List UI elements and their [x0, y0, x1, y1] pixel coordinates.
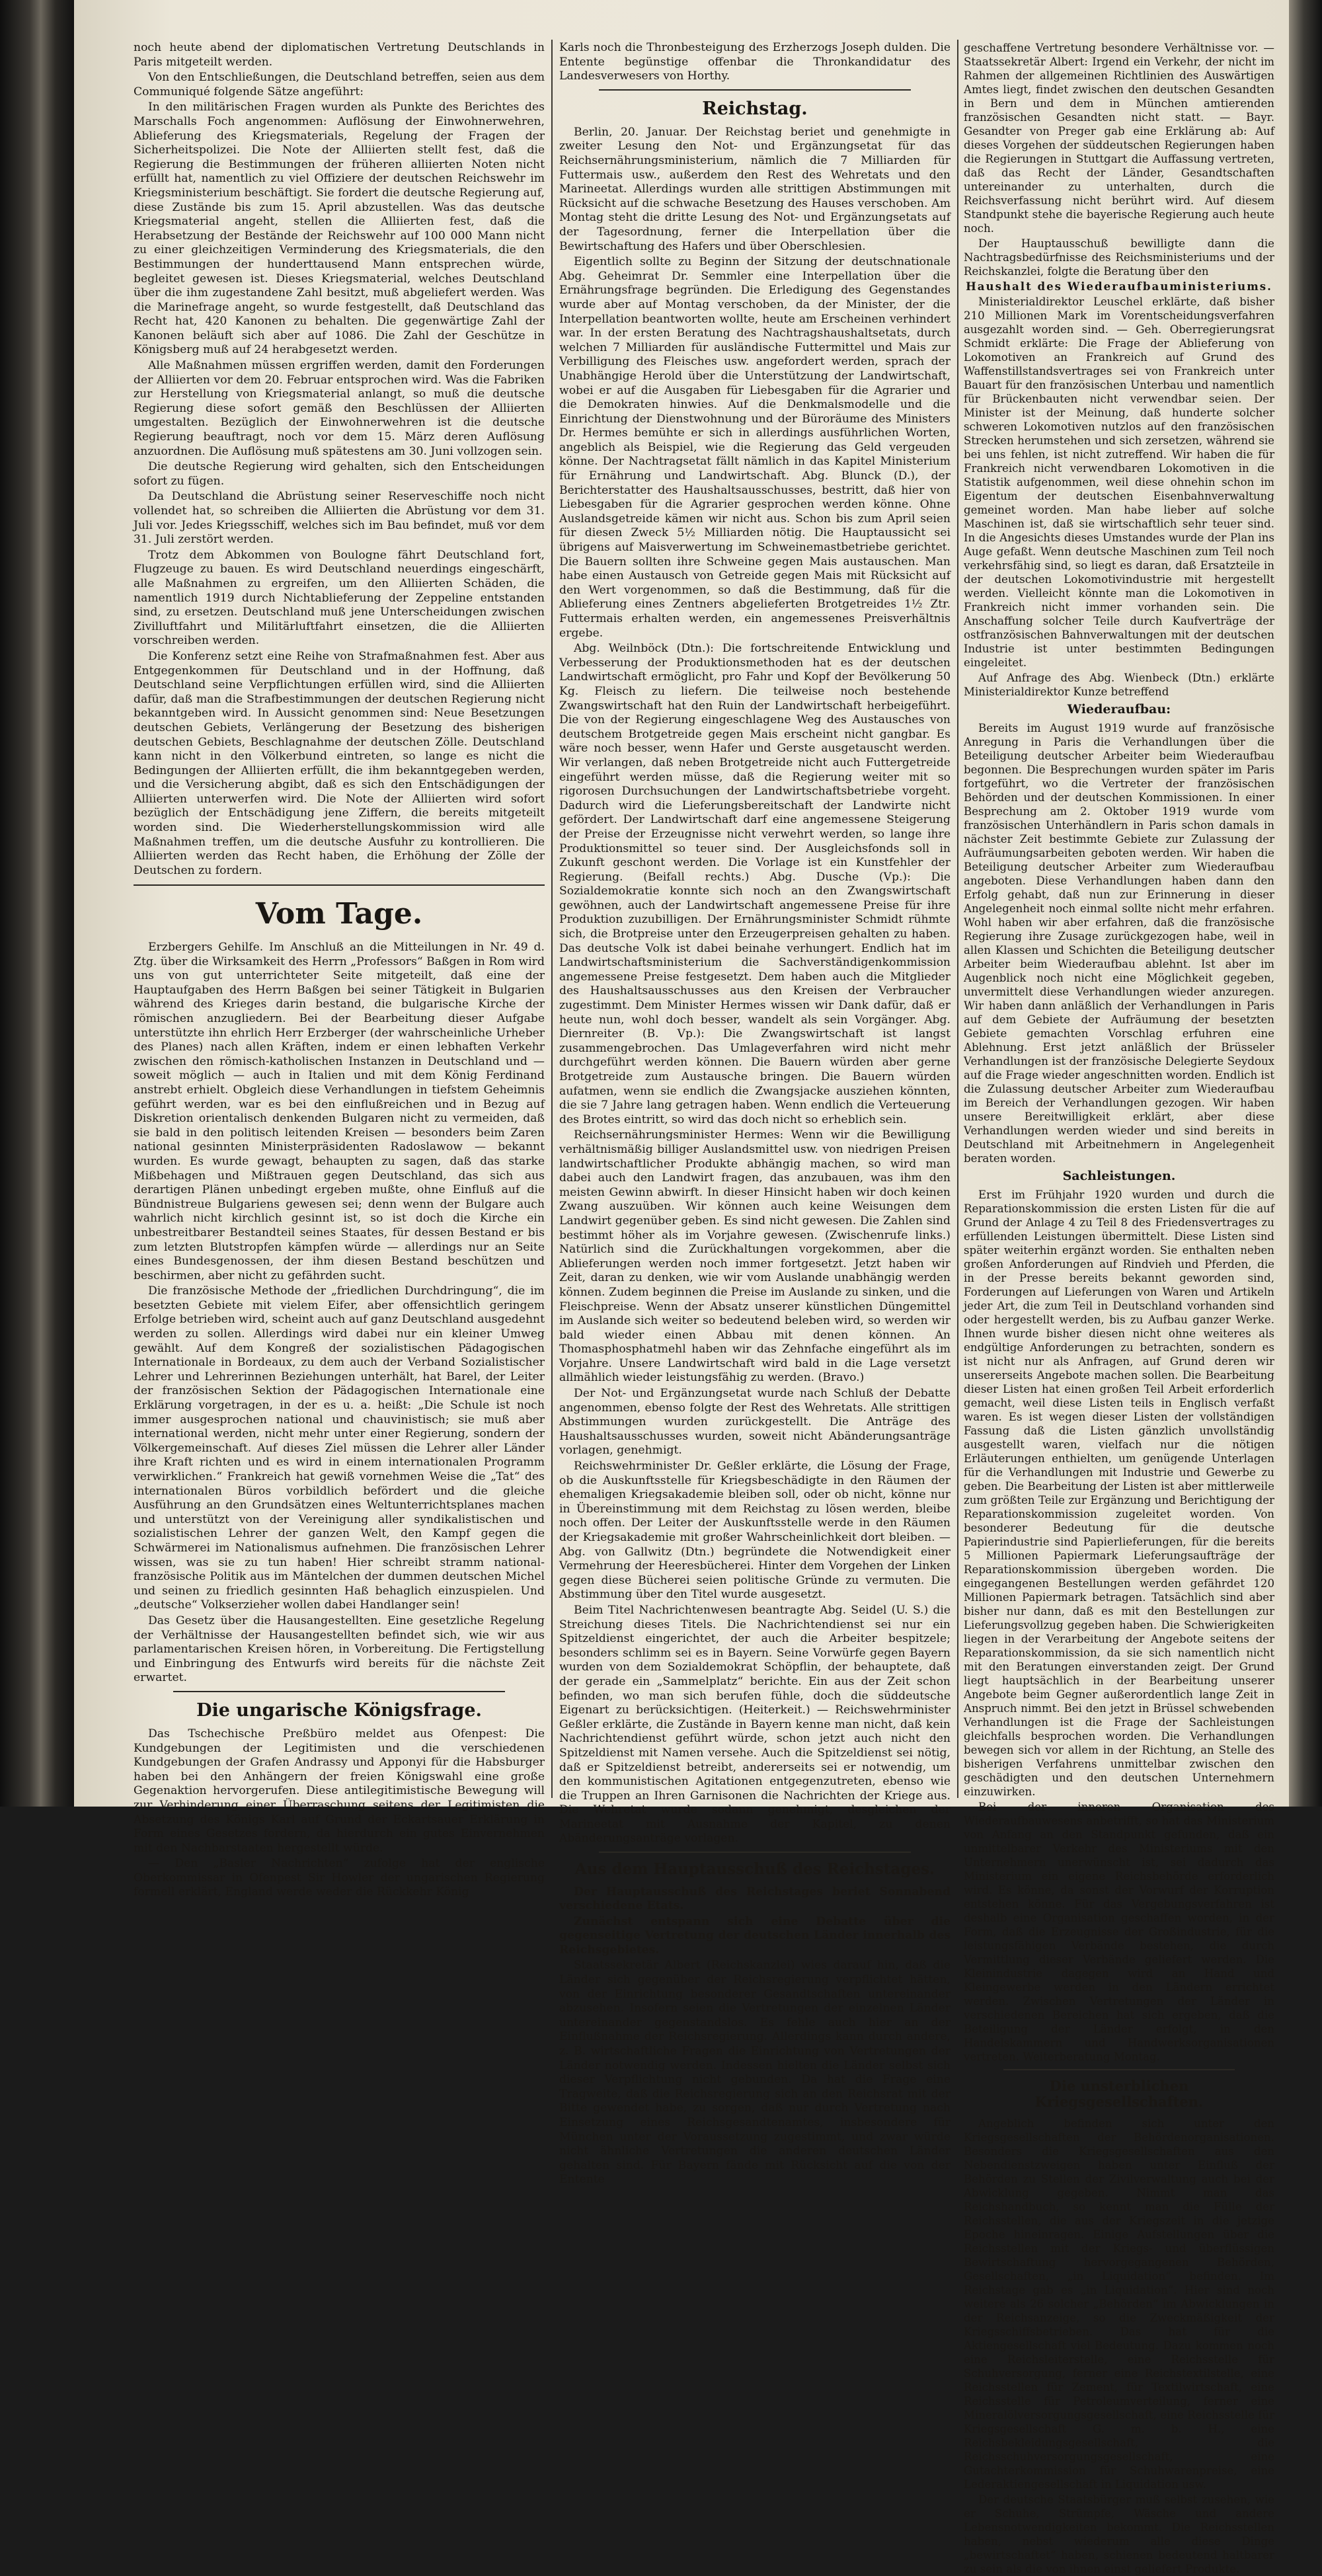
divider [1003, 2069, 1235, 2070]
subheading: Wiederaufbau: [1067, 702, 1171, 717]
paragraph: Das Tschechische Preßbüro meldet aus Ofenpest: Die Kundgebungen der Legitimisten und die verschiedenen Kundgebungen der Grafen Andrassy und Apponyi für die Habsburger haben bei den Anhängern der freien Königswahl eine große Gegenaktion hervorgerufen. Diese antilegitimistische Bewegung will zur Verhinderung einer Überraschung seitens der Legitimisten die Absetzung des Königs Karl auf Grund der Eckartsauer Erklärung in Form eines Gesetzes fordern, da hierdurch ein gutes Einvernehmen mit den Nachbarstaaten hergestellt würde. [134, 1727, 545, 1855]
paragraph: Staatssekretär Albert (Reichskanzlei) wies darauf hin, daß die Länder sich gegenüber der Reichsregierung verpflichtet hätten, von der Einrichtung besonderer Gesandtschaften untereinander abzusehen. Insofern seien die Vertretungen der einzelnen Länder untereinander gegenstandslos. Es fehle auch hier an der Einflußnahme der Reichsregierung. Allerdings kann durch andere, z. B. wirtschaftliche Fragen die Einrichtung von Vertretungen der Länder notwendig werden. Indessen hielten die Länder selbst sich dieser Verpflichtung nicht gebunden. Da hat die Frage eine Tragweite, daß die Reichsregierung sich an den Reichsrat mit der Bitte gewendet habe, zu sorgen, daß nur durch Vertretung nach Einsetzung eines Reichsgesandtenamtes, insbesondere für München unter der Voraussetzung zugestimmt, und zwar würde nicht ähnliche Vertretungen die anderen deutschen Länder gehalten sind. Für Bayern fände mit Rücksicht auf die von der Entente [559, 1959, 951, 2187]
paragraph: Der Hauptausschuß des Reichstages beriet Sonnabend verschiedene Etats. [559, 1885, 951, 1913]
page-edge [1289, 0, 1322, 1807]
paragraph: Zunächst entspann sich eine Debatte über die gegenseitige Vertretung der deutschen Länder innerhalb des Reichsgebietes. [559, 1914, 951, 1957]
paragraph: Ministerialdirektor Leuschel erklärte, daß bisher 210 Millionen Mark im Vorentscheidungsverfahren ausgezahlt worden sind. — Geh. Oberregierungsrat Schmidt erklärte: Die Frage der Ablieferung von Lokomotiven an Frankreich auf Grund des Waffenstillstandsvertrages sei von Frankreich unter Bauart für den französischen Unterbau und namentlich für Brückenbauten nicht verwendbar seien. Der Minister ist der Meinung, daß hunderte solcher schweren Lokomotiven nutzlos auf den französischen Strecken herumstehen und sich zersetzen, während sie bei uns fehlen, ist nicht zutreffend. Wir haben die für Frankreich nicht verwendbaren Lokomotiven in die Statistik aufgenommen, weil diese ohnehin schon im Eigentum der deutschen Eisenbahnverwaltung gemeinet worden. Man habe lieber auf solche Maschinen ist, daß sie wirtschaftlich sehr teuer sind. In die Angesichts dieses Umstandes wurde der Plan ins Auge gefaßt. Wenn deutsche Maschinen zum Teil noch verkehrsfähig sind, so liegt es daran, daß Ersatzteile in der deutschen Lokomotivindustrie mit hergestellt werden. Vielleicht könnte man die Lokomotiven in Frankreich nicht immer vorhanden sein. Die Anschaffung solcher Teile durch Kaufverträge der ostfranzösischen Bahnverwaltungen mit der deutschen Industrie ist unter bestimmten Bedingungen eingeleitet. [964, 295, 1274, 669]
divider [134, 884, 545, 886]
paragraph: Alle Maßnahmen müssen ergriffen werden, damit den Forderungen der Alliierten vor dem 20. Februar entsprochen wird. Was die Fabriken zur Herstellung von Kriegsmaterial anlangt, so muß die deutsche Regierung diese sofort gemäß den Beschlüssen der Alliierten umgestalten. Bezüglich der Einwohnerwehren ist die deutsche Regierung beauftragt, noch vor dem 15. März deren Auflösung anzuordnen. Die Auflösung muß spätestens am 30. Juni vollzogen sein. [134, 359, 545, 458]
paragraph: geschaffene Vertretung besondere Verhältnisse vor. — Staatssekretär Albert: Irgend ein Verkehr, der nicht im Rahmen der allgemeinen Richtlinien des Auswärtigen Amtes liegt, findet zwischen den deutschen Gesandten in Bern und dem in München amtierenden französischen Gesandten nicht statt. — Bayr. Gesandter von Preger gab eine Erklärung ab: Auf dieses Vorgehen der süddeutschen Regierungen haben die Regierungen in Stuttgart die Auffassung vertreten, daß das Recht der Länder, Gesandtschaften untereinander zu unterhalten, durch die Reichsverfassung nicht berührt wird. Auf diesem Standpunkt stehe die bayerische Regierung auch heute noch. [964, 42, 1274, 235]
paragraph: Berlin, 20. Januar. Der Reichstag beriet und genehmigte in zweiter Lesung den Not- und Ergänzungsetat für das Reichsernährungsministerium, nämlich die 7 Milliarden für Futtermais usw., außerdem den Rest des Wehretats und den Marineetat. Allerdings wurden alle strittigen Abstimmungen mit Rücksicht auf die schwache Besetzung des Hauses verschoben. Am Montag steht die dritte Lesung des Not- und Ergänzungsetats auf der Tagesordnung, ferner die Interpellation über die Bewirtschaftung des Hafers und über Oberschlesien. [559, 125, 951, 253]
book-binding [0, 0, 74, 1807]
paragraph: Reichsernährungsminister Hermes: Wenn wir die Bewilligung verhältnismäßig billiger Auslandsmittel usw. von niedrigen Preisen landwirtschaftlicher Produkte abhängig machen, so wird man dabei auch den Landwirt fragen, das anzubauen, was ihm den meisten Gewinn abwirft. In dieser Hinsicht haben wir doch keinen Zwang auszuüben. Wir können auch keine Weisungen dem Landwirt gegenüber geben. Es sind nicht gewesen. Die Zahlen sind bestimmt höher als im Vorjahre gewesen. (Zwischenrufe links.) Natürlich sind die Zurückhaltungen vorgekommen, aber die Ablieferungen werden noch immer fortgesetzt. Jetzt haben wir Zeit, daran zu denken, wie wir vom Auslande unabhängig werden können. Zudem beginnen die Preise im Auslande zu sinken, und die Fleischpreise. Wenn der Absatz unserer künstlichen Düngemittel im Auslande sich weiter so bedeutend beleben wird, so werden wir bald wieder einen Abbau mit denen können. An Thomasphosphatmehl haben wir das Zehnfache eingeführt als im Vorjahre. Unsere Landwirtschaft wird bald in die Lage versetzt allmählich wieder leistungsfähig zu werden. (Bravo.) [559, 1128, 951, 1385]
paragraph: Von den Entschließungen, die Deutschland betreffen, seien aus dem Communiqué folgende Sätze angeführt: [134, 71, 545, 98]
divider [173, 1691, 505, 1692]
paragraph: Angeblich befinden sich unter den Kriegsgesellschaften der Behördenorganisationen. Besonders die Kriegsgesellschaften aus den Nebendienstzweigen haben unter Einfluß der Behörden zu Stellen der Zivilverwaltung auch bei der Abwicklung gegeben. Nimmt man das Reichshandbuch, so kennt man die Fülle der Reichsstellen, die aus der Kriegszeit in die jetzige Epoche hineinragen. Einige Aufstellungen über die Reichsstellen mit der Kriegs- und überflüssigen Bewirtschaftung hervorgegangenen Behörden, Gesellschaften, „in Liquidation“ befinden. Im Reichstage gab es „in Liquidation“. Hier sind noch weitere als 26 solcher „Behörden“ im Abwicklungen in der Reichsanzeige, so die Zweckmäßigkeit der Kriegsschiffsbetrieben. Das hat für die Aktiengesellschaft viel Bedeutung. Dazu kommen noch eine Reichsleiterstelle, eine Reichsstelle für Schuhversorgung, ferner eine Reichstextilstelle, eine Reichsstellen für Zement, für Textilwirtschaft, eine Reichsstelle für Petroleumverteilung, ferner eine Mineralölversorgungsgesellschaft, eine Reichsstelle für Kriegsgesellschaft G. m. b. H., eine Reichsbekleidungsgesellschaft, die Reichsschuhversorgungsgesellschaft, eine Gutachterkommission für Schuhwarenpreise, eine Lederaktiengesellschaft in Liquidation usw. [964, 2117, 1274, 2491]
paragraph: Der deutsche Staatsbürger muß selbst zusehen, wie er Schuhe, Strümpfe, Wäsche und andere Lebensnotwendigkeiten bekommt. Die Reichsstellen haben, nebst wiederum alle diese Dinge „bewirtschaftet“ haben, schienen bedeutend haltbarer zu sein als die von ihnen einst geliefert Produkte. [964, 2493, 1274, 2575]
column-3 [964, 41, 1274, 2575]
paragraph: Das Gesetz über die Hausangestellten. Eine gesetzliche Regelung der Verhältnisse der Hausangestellten befindet sich, wie wir aus parlamentarischen Kreisen hören, in Vorbereitung. Die Fertigstellung und Einbringung des Entwurfs wird bereits für die nächste Zeit erwartet. [134, 1614, 545, 1685]
subheading: Haushalt des Wiederaufbauministeriums. [966, 280, 1272, 293]
paragraph: Der Not- und Ergänzungsetat wurde nach Schluß der Debatte angenommen, ebenso folgte der Rest des Wehretats. Alle strittigen Abstimmungen wurden zurückgestellt. Die Anträge des Haushaltsausschusses wurden, soweit nicht Abänderungsanträge vorlagen, genehmigt. [559, 1387, 951, 1458]
paragraph: Der Hauptausschuß bewilligte dann die Nachtragsbedürfnisse des Reichsministeriums und der Reichskanzlei, folgte die Beratung über den [964, 237, 1274, 278]
paragraph: Da Deutschland die Abrüstung seiner Reserveschiffe noch nicht vollendet hat, so schreiben die Alliierten die Abrüstung vor dem 31. Juli vor. Jedes Kriegsschiff, welches sich im Bau befindet, muß vor dem 31. Juli zerstört werden. [134, 490, 545, 547]
column-rule [957, 40, 958, 1798]
paragraph: Auf Anfrage des Abg. Wienbeck (Dtn.) erklärte Ministerialdirektor Kunze betreffend [964, 672, 1274, 698]
paragraph: noch heute abend der diplomatischen Vertretung Deutschlands in Paris mitgeteilt werden. [134, 41, 545, 69]
paragraph: Beim Titel Nachrichtenwesen beantragte Abg. Seidel (U. S.) die Streichung dieses Titels. Die Nachrichtendienst sei nur ein Spitzeldienst eingerichtet, der auch die Arbeiter bespitzele; besonders schlimm sei es in Bayern. Seine Vorwürfe gegen Bayern wurden von dem Sozialdemokrat Schöpflin, der behauptete, daß der gerade ein „Sammelplatz“ berichte. Ein aus der Zeit schon befinden, wo man sich berufen fühle, doch die süddeutsche Eigenart zu berücksichtigen. (Heiterkeit.) — Reichswehrminister Geßler erklärte, die Zustände in Bayern kenne man nicht, daß kein Nachrichtendienst geführt würde, schon jetzt auch nicht den Spitzeldienst mit Namen versehe. Auch die Spitzeldienst sei nötig, daß er Spitzeldienst betreibt, andererseits sei er notwendig, um den kommunistischen Agitationen entgegenzutreten, ebenso wie die Truppen an Ihren Garnisonen die Nachrichten der Kriege aus. Die Wehretat wurde sodann genehmigt, desgleichen der Marineetat mit Ausnahme der Kapitel, zu denen Abänderungsanträge vorlagen. [559, 1603, 951, 1846]
paragraph: Abg. Weilnböck (Dtn.): Die fortschreitende Entwicklung und Verbesserung der Produktionsmethoden hat es der deutschen Landwirtschaft ermöglicht, pro Fahr und Kopf der Bevölkerung 50 Kg. Fleisch zu liefern. Die teilweise noch bestehende Zwangswirtschaft hat den Ruin der Landwirtschaft herbeigeführt. Die von der Regierung eingeschlagene Weg des Austausches von deutschem Brotgetreide gegen Mais erscheint nicht gangbar. Es wäre noch besser, wenn Hafer und Gerste ausgetauscht werden. Wir verlangen, daß neben Brotgetreide nicht auch Futtergetreide eingeführt werden müsse, daß die Regierung weiter mit so rigorosen Durchsuchungen der Landwirtschaftsbetriebe vorgeht. Dadurch wird die Lieferungsbereitschaft der Landwirte nicht gefördert. Der Landwirtschaft darf eine angemessene Steigerung der Preise der Erzeugnisse nicht verwehrt werden, so lange ihre Produktionsmittel so teuer sind. Der Ausgleichsfonds soll in Zukunft geschont werden. Die Vorlage ist ein Kunstfehler der Regierung. (Beifall rechts.) Abg. Dusche (Vp.): Die Sozialdemokratie konnte sich noch an den Zwangswirtschaft gewöhnen, auch der Landwirtschaft angemessene Preise für ihre Produktion zuzubilligen. Der Ernährungsminister Schmidt rühmte sich, die Brotpreise unter den Erzeugerpreisen gehalten zu haben. Das deutsche Volk ist dabei beinahe verhungert. Endlich hat im Landwirtschaftsministerium die Sachverständigenkommission angemessene Preise festgesetzt. Dem haben auch die Mitglieder des Haushaltsausschusses aus den Kreisen der Verbraucher zugestimmt. Dem Minister Hermes wissen wir Dank dafür, daß er heute nun, wohl doch besser, wandelt als sein Vorgänger. Abg. Diernreiter (B. Vp.): Die Zwangswirtschaft ist langst zusammengebrochen. Das Umlageverfahren wird nicht mehr durchgeführt werden können. Die Bauern würden aber gerne Brotgetreide zum Austausche bringen. Die Bauern würden aufatmen, wenn sie endlich die Zwangsjacke ausziehen könnten, die sie 7 Jahre lang getragen haben. Wenn endlich die Verteuerung des Brotes eintritt, so wird das doch nicht so erheblich sein. [559, 642, 951, 1126]
divider [599, 1852, 911, 1853]
paragraph: Eigentlich sollte zu Beginn der Sitzung der deutschnationale Abg. Geheimrat Dr. Semmler eine Interpellation über die Ernährungsfrage begründen. Die Erledigung des Gegenstandes wurde aber auf Montag verschoben, da der Minister, der die Interpellation beantworten wollte, heute am Erscheinen verhindert war. In der ersten Beratung des Nachtragshaushaltsetats, durch welchen 7 Milliarden für ausländische Futtermittel und Mais zur Verbilligung des Fleisches usw. angefordert werden, sprach der Unabhängige Herold über die Unterstützung der Landwirtschaft, wobei er auf die Ausgaben für Liebesgaben für die Agrarier und die Demokraten hinwies. Auf die Denkmalsmodelle und die Einrichtung der Dienstwohnung und der Büroräume des Ministers Dr. Hermes bemühte er sich in allerdings ausführlichen Worten, angeblich als Beispiel, wie die Regierung das Geld vergeuden könne. Der Nachtragsetat fällt nämlich in das Kapitel Ministerium für Ernährung und Landwirtschaft. Abg. Blunck (D.), der Berichterstatter des Haushaltsausschusses, bestritt, daß hier von Liebesgaben für die Agrarier gesprochen werden könne. Ohne Auslandsgetreide kämen wir nicht aus. Schon bis zum April seien für diesen Zweck 5½ Milliarden nötig. Die Hauptaussicht sei übrigens auf Maisverwertung im Schweinemastbetriebe gerichtet. Die Bauern sollten ihre Schweine gegen Mais austauschen. Man habe einen Austausch von Getreide gegen Mais mit Rücksicht auf den Wert vorgenommen, so daß die Bestimmung, daß für die Ablieferung eines Zentners abgelieferten Brotgetreides 1½ Ztr. Futtermais erhalten werden, ein angemessenes Preisverhältnis ergebe. [559, 255, 951, 640]
subheading: Sachleistungen. [1062, 1168, 1176, 1183]
paragraph: Reichswehrminister Dr. Geßler erklärte, die Lösung der Frage, ob die Auskunftsstelle für Kriegsbeschädigte in den Räumen der ehemaligen Kriegsakademie bleiben soll, oder ob nicht, könne nur in Übereinstimmung mit dem Reichstag zu lösen werden, bleibe noch offen. Der Leiter der Auskunftsstelle werde in den Räumen der Kriegsakademie mit großer Wahrscheinlichkeit dort bleiben. — Abg. von Gallwitz (Dtn.) begründete die Notwendigkeit einer Vermehrung der Heeresbücherei. Hinter dem Vorgehen der Linken gegen diese Bücherei seien politische Gründe zu vermuten. Die Abstimmung über den Titel wurde ausgesetzt. [559, 1460, 951, 1602]
paragraph: Bei der inneren Organisation des Wiederaufbauwesens anbetrifft, so hat das Ministerium von Anfang an den Standpunkt gefunden, daß ein unmittelbarer Verkehr des Ministeriums mit den Unternehmern unerwünscht ist, sei dadurch das Ministerium ein eigene Reichsbehörde erforderlich wird. Es könne, da sonst der Vorwurf der Korruption entstehen könne. Für das Vergebungsverfahren ist deshalb eine Organisation geschaffen worden, in der Form, daß die Erzeugnisse der Großindustrie, für die leistungsfähigen Verbände bestehen, die durch Vermittlung dieser Verbände geliefert werden. Die Kleinindustrie dagegen wird an Hand und Kleingewerbe werden in den Ländern errichtet werden. Zwischen Vertretungen der Länder in verschiedenen Bereichen hat sich ergeben, daß die Beteiligung der Länder erfolgt, in den Handelskammern und Handwerksorganisationen vertreten. Weiterberatung Montag. [964, 1800, 1274, 2063]
paragraph: Erst im Frühjahr 1920 wurden und durch die Reparationskommission die ersten Listen für die auf Grund der Anlage 4 zu Teil 8 des Friedensvertrages zu erfüllenden Leistungen übermittelt. Diese Listen sind später weiterhin ergänzt worden. Sie enthalten neben großen Anforderungen auf Rindvieh und Pferden, die in der Presse bereits bekannt geworden sind, Forderungen auf Lieferungen von Waren und Artikeln jeder Art, die zum Teil in Deutschland vorhanden sind oder hergestellt werden, bis zu Aufbau ganzer Werke. Ihnen wurde bisher diesen nicht ohne weiteres als endgültige Anforderungen zu betrachten, sondern es ist nicht nur als Anfragen, auf Grund deren wir unsererseits Angebote machen sollen. Die Bearbeitung dieser Listen hat einen großen Teil Arbeit erforderlich gemacht, weil diese Listen teils in Englisch verfaßt waren. Es ist wegen dieser Listen der vollständigen Fassung daß die Listen gänzlich unvollständig ausgestellt waren, vielfach nur die nötigen Erläuterungen enthielten, um genügende Unterlagen für die Verhandlungen mit Industrie und Gewerbe zu geben. Die Bearbeitung der Listen ist aber mittlerweile zum größten Teile zur Ergänzung und Berichtigung der Reparationskommission zugeleitet worden. Von besonderer Bedeutung für die deutsche Papierindustrie sind Papierlieferungen, für die bereits 5 Millionen Papiermark Lieferungsaufträge der Reparationskommission übergeben worden. Die eingegangenen Bestellungen werden gefährdet 120 Millionen Papiermark betragen. Tatsächlich sind aber bisher nur dann, daß es mit den Bestellungen zur Lieferungsvollzug gegeben haben. Die Schwierigkeiten liegen in der Verarbeitung der Angebote seitens der Reparationskommission, da sie sich namentlich nicht mit den Beratungen einverstanden zeigt. Der Grund liegt hauptsächlich in der Bearbeitung unserer Angebote beim Gegner außerordentlich lange Zeit in Anspruch nimmt. Bei den jetzt in Brüssel schwebenden Verhandlungen ist die Frage der Sachleistungen gleichfalls besprochen worden. Die Verhandlungen bewegen sich vor allem in der Richtung, an Stelle des bisherigen Verfahrens unmittelbar zwischen den geschädigten und den deutschen Unternehmern einzuwirken. [964, 1188, 1274, 1798]
column-1 [134, 41, 545, 1899]
section-heading: Vom Tage. [255, 897, 423, 931]
section-heading: Reichstag. [702, 98, 808, 119]
paragraph: Die deutsche Regierung wird gehalten, sich den Entscheidungen sofort zu fügen. [134, 460, 545, 488]
paragraph: In den militärischen Fragen wurden als Punkte des Berichtes des Marschalls Foch angenommen: Auflösung der Einwohnerwehren, Ablieferung des Kriegsmaterials, Regelung der Fragen der Sicherheitspolizei. Die Note der Alliierten stellt fest, daß die Regierung die Bestimmungen der früheren alliierten Noten nicht erfüllt hat, namentlich zu viel Offiziere der deutschen Reichswehr im Kriegsministerium beschäftigt. Sie fordert die deutsche Regierung auf, diese Zustände bis zum 15. April abzustellen. Was das deutsche Kriegsmaterial angeht, stellen die Alliierten fest, daß die Herabsetzung der Bestände der Reichswehr auf 100 000 Mann nicht zu einer gleichzeitigen Verminderung des Kriegsmaterials, die den Bestimmungen der hunderttausend Mann entsprechen würde, begleitet gewesen ist. Dieses Kriegsmaterial, welches Deutschland über die ihm zugestandene Zahl besitzt, muß abgeliefert werden. Was die Marinefrage angeht, so wurde festgestellt, daß Deutschland das Recht hat, 420 Kanonen zu behalten. Die gegenwärtige Zahl der Kanonen beläuft sich aber auf 1086. Die Zahl der Geschütze in Königsberg muß auf 24 herabgesetzt werden. [134, 100, 545, 357]
paragraph: Bereits im August 1919 wurde auf französische Anregung in Paris die Verhandlungen über die Beteiligung deutscher Arbeiter beim Wiederaufbau begonnen. Die Besprechungen wurden später im Paris fortgeführt, wo die Vertreter der französischen Behörden und der deutschen Kommissionen. In einer Besprechung am 2. Oktober 1919 wurde vom französischen Unterhändlern in Paris schon damals in nächster Zeit bestimmte Gebiete zur Zulassung der Aufräumungsarbeiten geboten werden. Wir haben die Beteiligung deutscher Arbeiter zum Wiederaufbau angeboten. Diese Verhandlungen haben dann den Erfolg gehabt, daß nun zur Erinnerung in dieser Angelegenheit noch einmal sollte nicht mehr erfahren. Wohl haben wir aber erfahren, daß die französische Regierung ihre Zusage zurückgezogen habe, weil in allen Klassen und Schichten die Beteiligung deutscher Arbeiter beim Wiederaufbau ablehnt. Ist aber im Augenblick noch nicht eine Möglichkeit gegeben, unvermittelt diese Verhandlungen wieder anzuregen. Wir haben dann anläßlich der Verhandlungen in Paris auf dem Gebiete der Aufräumung der besetzten Gebiete gemachten Vorschlag erfuhren eine Ablehnung. Erst jetzt anläßlich der Brüsseler Verhandlungen ist der französische Delegierte Seydoux auf die Frage wieder angeschnitten worden. Endlich ist die Zulassung deutscher Arbeiter zum Wiederaufbau im Bereich der Verhandlungen gezogen. Wir haben unsere Bereitwilligkeit erklärt, aber diese Verhandlungen werden wieder und sind bereits in Deutschland mit Arbeitnehmern in Angelegenheit beraten worden. [964, 721, 1274, 1165]
divider [599, 89, 911, 91]
section-heading: Aus dem Hauptausschuß des Reichstages. [574, 1860, 935, 1879]
section-heading: Die unsterblichen Kriegsgesellschaften. [1034, 2077, 1204, 2110]
paragraph: Die französische Methode der „friedlichen Durchdringung“, die im besetzten Gebiete mit vielem Eifer, aber offensichtlich geringem Erfolge betrieben wird, scheint auch auf ganz Deutschland ausgedehnt werden zu sollen. Allerdings wird dabei nur ein kleiner Umweg gewählt. Auf dem Kongreß der sozialistischen Pädagogischen Internationale in Bordeaux, zu dem auch der Verband Sozialistischer Lehrer und Lehrerinnen Beziehungen unterhält, hat Barel, der Leiter der französischen Sektion der Pädagogischen Internationale eine Erklärung vorgetragen, in der es u. a. heißt: „Die Schule ist noch immer ausgesprochen national und chauvinistisch; sie muß aber international werden, nicht mehr unter einer Regierung, sondern der Völkergemeinschaft. Auf dieses Ziel müssen die Lehrer aller Länder ihre Kraft richten und es wird in einem internationalen Programm verwirklichen.“ Frankreich hat gewiß vornehmen Weise die „Tat“ des internationalen Büros vorbildlich befördert und die gleiche Ausführung an den Grundsätzen eines Weltunterrichtsplanes machen und unterstützt von der Vereinigung aller syndikalistischen und sozialistischen Lehrer der ganzen Welt, den Kampf gegen die Schwärmerei im Nationalismus aufnehmen. Die französischen Lehrer wissen, was sie zu tun haben! Hier schreibt stramm national-französische Politik aus im Mäntelchen der dummen deutschen Michel und seinen zu friedlich gesinnten Haß behaglich einzuspielen. Und „deutsche“ Volkserzieher wollen dabei Handlanger sein! [134, 1284, 545, 1612]
paragraph: Erzbergers Gehilfe. Im Anschluß an die Mitteilungen in Nr. 49 d. Ztg. über die Wirksamkeit des Herrn „Professors“ Baßgen in Rom wird uns von gut unterrichteter Seite mitgeteilt, daß eine der Hauptaufgaben des Herrn Baßgen bei seiner Tätigkeit in Bulgarien während des Krieges darin bestand, die bulgarische Kirche der römischen anzugliedern. Bei der Bearbeitung dieser Aufgabe unterstützte ihn ehrlich Herr Erzberger (der wahrscheinliche Urheber des Planes) nach allen Kräften, indem er einen lebhaften Verkehr zwischen den römisch-katholischen Instanzen in Deutschland und — soweit möglich — auch in Italien und mit dem König Ferdinand anstrebt erhielt. Obgleich diese Verhandlungen in tiefstem Geheimnis geführt werden, war es bei den einflußreichen und in Bezug auf Diskretion orientalisch denkenden Bulgaren nicht zu vermeiden, daß sie bald in den politisch leitenden Kreisen — besonders beim Zaren national gesinnten Ministerpräsidenten Radoslawow — bekannt wurden. Es wurde gewagt, behaupten zu sagen, daß das starke Mißbehagen und Mißtrauen gegen Deutschland, das sich aus derartigen Plänen unbedingt ergeben mußte, ohne Einfluß auf die Bündnistreue Bulgariens gewesen sei; denn wenn der Bulgare auch wahrlich nicht kirchlich gesinnt ist, so ist doch die Kirche ein unbestreitbarer Bestandteil seines Staates, für dessen Bestand er bis zum letzten Blutstropfen kämpfen würde — allerdings nur an Seite eines Bundesgenossen, der ihm diesen Bestand beschützen und beschirmen, aber nicht zu gefährden sucht. [134, 941, 545, 1282]
column-rule [551, 40, 553, 1798]
column-2 [559, 41, 951, 2187]
section-heading: Die ungarische Königsfrage. [196, 1699, 482, 1721]
newspaper-page [74, 0, 1289, 2575]
paragraph: Trotz dem Abkommen von Boulogne fährt Deutschland fort, Flugzeuge zu bauen. Es wird Deutschland neuerdings eingeschärft, alle Maßnahmen zu ergreifen, um den Alliierten Schäden, die namentlich 1919 durch Nichtablieferung der Zeppeline entstanden sind, zu ersetzen. Deutschland muß jene Unterscheidungen zwischen Zivilluftfahrt und Militärluftfahrt einsetzen, die die Alliierten vorschreiben werden. [134, 548, 545, 648]
paragraph: Karls noch die Thronbesteigung des Erzherzogs Joseph dulden. Die Entente begünstige offenbar die Thronkandidatur des Landesverwesers von Horthy. [559, 41, 951, 83]
paragraph: Die Konferenz setzt eine Reihe von Strafmaßnahmen fest. Aber aus Entgegenkommen für Deutschland und in der Hoffnung, daß Deutschland seine Verpflichtungen erfüllen wird, sind die Alliierten dafür, daß man die Strafbestimmungen der deutschen Regierung nicht bekanntgeben wird. In Aussicht genommen sind: Neue Besetzungen deutschen Gebiets, Verlängerung der Besetzung des bisherigen deutschen Gebiets, Beschlagnahme der deutschen Zölle. Deutschland kann nicht in den Völkerbund eintreten, so lange es nicht die Bedingungen der Alliierten erfüllt, die ihm bekanntgegeben werden, und die Versicherung abgibt, daß es sich den Entschädigungen der Alliierten unterwerfen wird. Die Note der Alliierten wird sofort bezüglich der Entschädigung jene Ziffern, die bereits mitgeteilt worden sind. Die Wiederherstellungskommission wird alle Maßnahmen treffen, um die deutsche Ausfuhr zu kontrollieren. Die Alliierten werden das Recht haben, die Erhöhung der Zölle der Deutschen zu fordern. [134, 649, 545, 877]
paragraph: — Den „Basler Nachrichten“ zufolge hat der englische Oberkommissar in Ofenpest Sir Howler der ungarischen Regierung formell erklärt, England werde weder die Rückkehr König [134, 1857, 545, 1899]
